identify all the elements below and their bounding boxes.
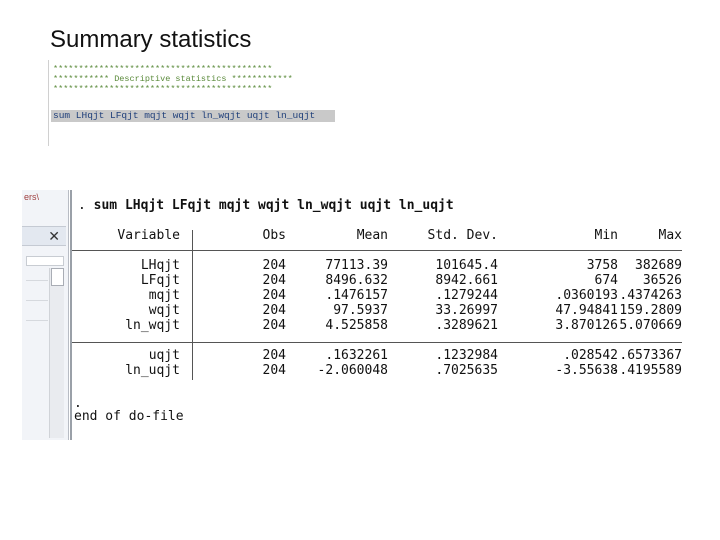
cell-std-dev: 101645.4 — [435, 258, 498, 273]
cell-variable: mqjt — [148, 288, 180, 303]
cell-variable: wqjt — [148, 303, 180, 318]
cell-obs: 204 — [262, 273, 286, 288]
vertical-scrollbar[interactable] — [49, 268, 64, 438]
table-row — [72, 258, 690, 273]
cell-max: .6573367 — [619, 348, 682, 363]
cell-max: 5.070669 — [619, 318, 682, 333]
header-max: Max — [658, 228, 682, 243]
header-mean: Mean — [356, 228, 388, 243]
table-row — [72, 288, 690, 303]
table-vertical-rule — [192, 230, 193, 380]
command-echo — [78, 198, 454, 213]
cell-max: 36526 — [642, 273, 682, 288]
scrollbar-thumb[interactable] — [51, 268, 64, 286]
cell-mean: -2.060048 — [317, 363, 388, 378]
header-obs: Obs — [262, 228, 286, 243]
panel-field — [26, 256, 64, 266]
selected-command-line[interactable]: sum LHqjt LFqjt mqjt wqjt ln_wqjt uqjt ln_uqjt — [51, 110, 335, 122]
side-panel-fragment — [22, 190, 69, 440]
cell-min: 3.870126 — [555, 318, 618, 333]
table-row — [72, 303, 690, 318]
group-rule — [72, 342, 682, 343]
cell-min: 3758 — [586, 258, 618, 273]
cell-variable: LFqjt — [140, 273, 180, 288]
cell-variable: LHqjt — [140, 258, 180, 273]
cell-mean: 97.5937 — [333, 303, 388, 318]
cell-std-dev: .3289621 — [435, 318, 498, 333]
cell-obs: 204 — [262, 363, 286, 378]
cell-mean: 4.525858 — [325, 318, 388, 333]
cell-variable: ln_wqjt — [125, 318, 180, 333]
table-row — [72, 363, 690, 378]
cell-max: 159.2809 — [619, 303, 682, 318]
cell-mean: .1632261 — [325, 348, 388, 363]
prompt-dot: . — [74, 396, 82, 411]
cell-std-dev: 8942.661 — [435, 273, 498, 288]
header-rule — [72, 250, 682, 251]
table-row — [72, 348, 690, 363]
close-icon[interactable]: ✕ — [48, 228, 60, 244]
panel-titlebar — [22, 226, 66, 246]
cell-std-dev: 33.26997 — [435, 303, 498, 318]
cell-obs: 204 — [262, 258, 286, 273]
header-std-dev: Std. Dev. — [427, 228, 498, 243]
results-window — [70, 190, 690, 440]
cell-std-dev: .1232984 — [435, 348, 498, 363]
cell-std-dev: .7025635 — [435, 363, 498, 378]
header-variable: Variable — [117, 228, 180, 243]
do-file-editor-snippet — [48, 60, 341, 146]
end-of-do-file-message: end of do-file — [74, 409, 184, 424]
cell-variable: uqjt — [148, 348, 180, 363]
cell-obs: 204 — [262, 288, 286, 303]
cell-min: .028542 — [563, 348, 618, 363]
cell-obs: 204 — [262, 318, 286, 333]
cell-mean: 77113.39 — [325, 258, 388, 273]
command-text: sum LHqjt LFqjt mqjt wqjt ln_wqjt uqjt ln_uqjt — [93, 198, 454, 213]
path-fragment: ers\ — [24, 192, 40, 202]
cell-variable: ln_uqjt — [125, 363, 180, 378]
cell-std-dev: .1279244 — [435, 288, 498, 303]
prompt-dot: . — [78, 198, 86, 213]
cell-min: -3.55638 — [555, 363, 618, 378]
cell-min: .0360193 — [555, 288, 618, 303]
cell-obs: 204 — [262, 303, 286, 318]
cell-max: 382689 — [635, 258, 682, 273]
comment-line: ******************************************* — [53, 64, 273, 74]
cell-mean: .1476157 — [325, 288, 388, 303]
table-row — [72, 318, 690, 333]
comment-line-descriptive-statistics: *********** Descriptive statistics ************ — [53, 74, 293, 84]
slide-title: Summary statistics — [50, 26, 252, 53]
header-min: Min — [594, 228, 618, 243]
cell-obs: 204 — [262, 348, 286, 363]
cell-min: 674 — [594, 273, 618, 288]
table-row — [72, 273, 690, 288]
comment-line: ******************************************* — [53, 84, 273, 94]
cell-min: 47.94841 — [555, 303, 618, 318]
cell-max: -.4195589 — [611, 363, 682, 378]
cell-mean: 8496.632 — [325, 273, 388, 288]
table-header — [72, 228, 690, 243]
cell-max: .4374263 — [619, 288, 682, 303]
